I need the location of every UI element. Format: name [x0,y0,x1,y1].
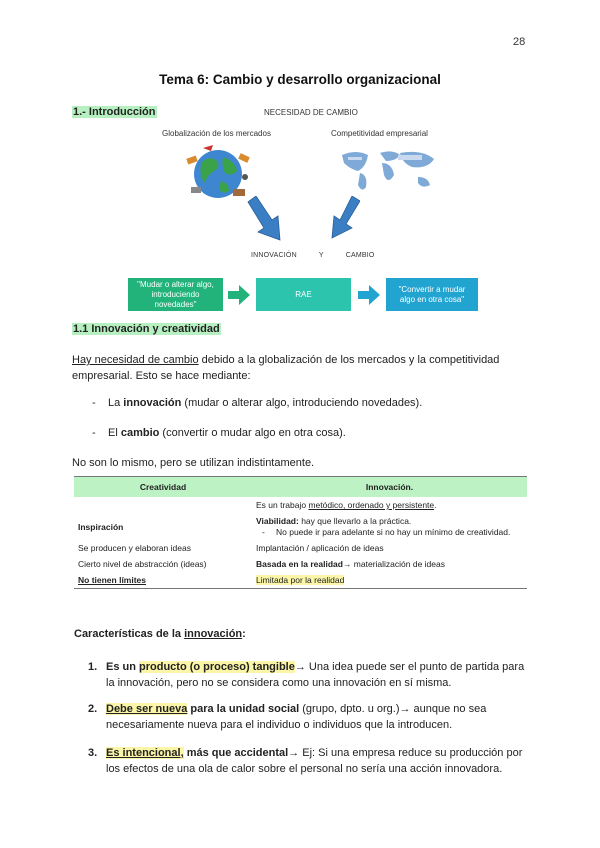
list-item: 2. Debe ser nueva para la unidad social (grupo, dpto. u org.)→ aunque no sea necesariamente nueva para el individuo o individuos que la introducen. [88,703,487,731]
no-same-note: No son lo mismo, pero se utilizan indistintamente. [72,457,315,469]
diagram-title: NECESIDAD DE CAMBIO [264,108,358,117]
section-heading-innovacion-creatividad: 1.1 Innovación y creatividad [73,323,220,335]
page-number: 28 [513,36,526,48]
chevron-right-icon [228,285,250,305]
table-row: Inspiración Viabilidad: hay que llevarlo a la práctica. - No puede ir para adelante si no hay un mínimo de creatividad. [78,516,511,537]
list-item: - El cambio (convertir o mudar algo en otra cosa). [92,427,346,439]
table-row: Es un trabajo metódico, ordenado y persistente. [256,500,437,510]
globe-image [183,143,253,205]
world-map-image [338,145,438,197]
intro-underlined: Hay necesidad de cambio [72,354,199,366]
table-row: Se producen y elaboran ideas Implantación / aplicación de ideas [78,543,384,553]
comparison-table [74,476,527,589]
diagram-cambio-label: CAMBIO [345,252,375,259]
list-item: - La innovación (mudar o alterar algo, introduciendo novedades). [92,397,423,409]
diagram-left-label: Globalización de los mercados [162,129,271,138]
diagram-y-label: Y [318,252,324,259]
intro-paragraph [72,352,532,384]
column-header-innovacion: Innovación. [252,477,527,498]
definition-box-cambio: "Convertir a mudar algo en otra cosa" [386,278,478,311]
arrow-down-right [246,196,282,242]
list-item: 1. Es un producto (o proceso) tangible→ Una idea puede ser el punto de partida para la innovación, pero no se considera como una innovación en sí misma. [88,661,525,689]
diagram-innovacion-label: INNOVACIÓN [251,252,297,259]
diagram-right-label: Competitividad empresarial [331,129,428,138]
list-item: 3. Es intencional, más que accidental→ Ej: Si una empresa reduce su producción por los efectos de una ola de calor sobre el personal no sería una acción innovadora. [88,747,523,775]
diagram-middle-label [251,252,375,259]
definition-box-rae: RAE [256,278,351,311]
page-title: Tema 6: Cambio y desarrollo organizacional [159,72,441,87]
chevron-right-icon [358,285,380,305]
table-header-row [74,477,527,498]
intro-rest: debido a la globalización de los mercados y la competitividad empresarial. Esto se hace mediante: [72,354,500,382]
table-row: No tienen límites Limitada por la realidad [74,572,527,589]
definition-box-innovacion: "Mudar o alterar algo, introduciendo novedades" [128,278,223,311]
caracteristicas-heading: Características de la innovación: [74,628,246,640]
arrow-down-left [330,196,360,240]
column-header-creatividad: Creatividad [74,477,252,498]
section-heading-introduccion: 1.- Introducción [73,106,156,118]
table-row: Cierto nivel de abstracción (ideas) Basada en la realidad→ materialización de ideas [78,559,445,569]
